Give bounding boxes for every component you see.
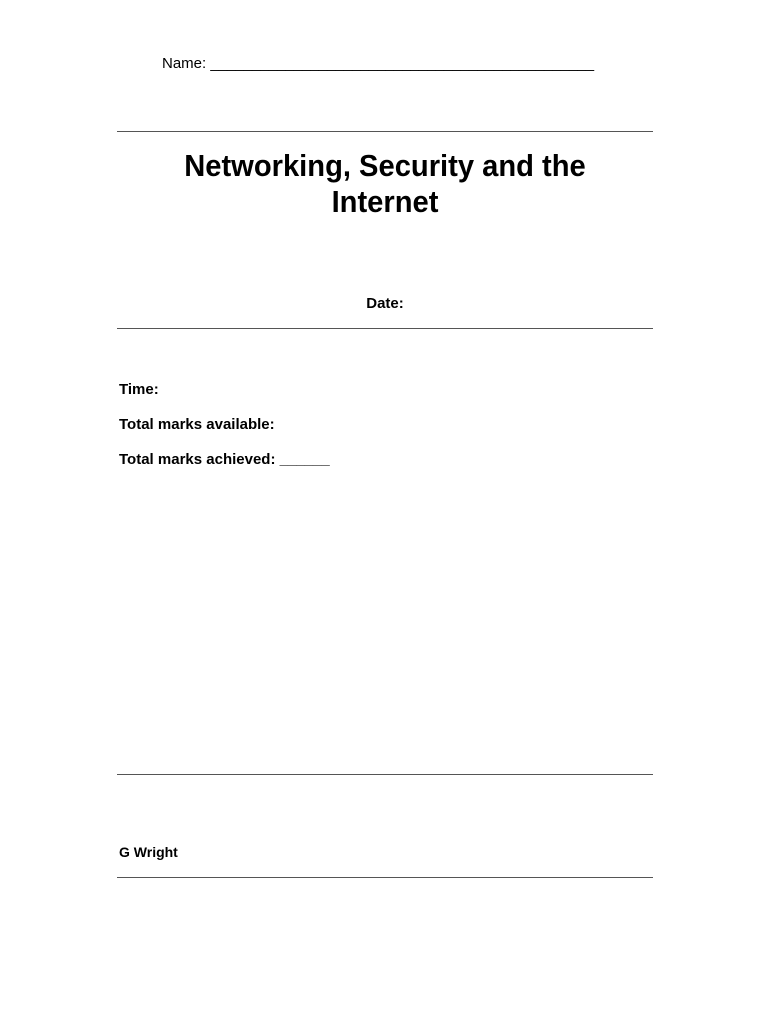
name-field-line: Name: ______________________________________________ <box>162 55 595 72</box>
date-label: Date: <box>366 295 404 312</box>
time-label: Time: <box>119 381 159 398</box>
footer-top-divider <box>117 774 653 775</box>
date-divider <box>117 328 653 329</box>
total-marks-achieved-label: Total marks achieved: ______ <box>119 451 330 468</box>
title-line-1: Networking, Security and the <box>184 148 586 183</box>
top-divider <box>117 131 653 132</box>
total-marks-available-label: Total marks available: <box>119 416 275 433</box>
document-title <box>133 148 637 220</box>
author-name: G Wright <box>119 844 178 860</box>
footer-bottom-divider <box>117 877 653 878</box>
title-line-2: Internet <box>331 184 439 219</box>
